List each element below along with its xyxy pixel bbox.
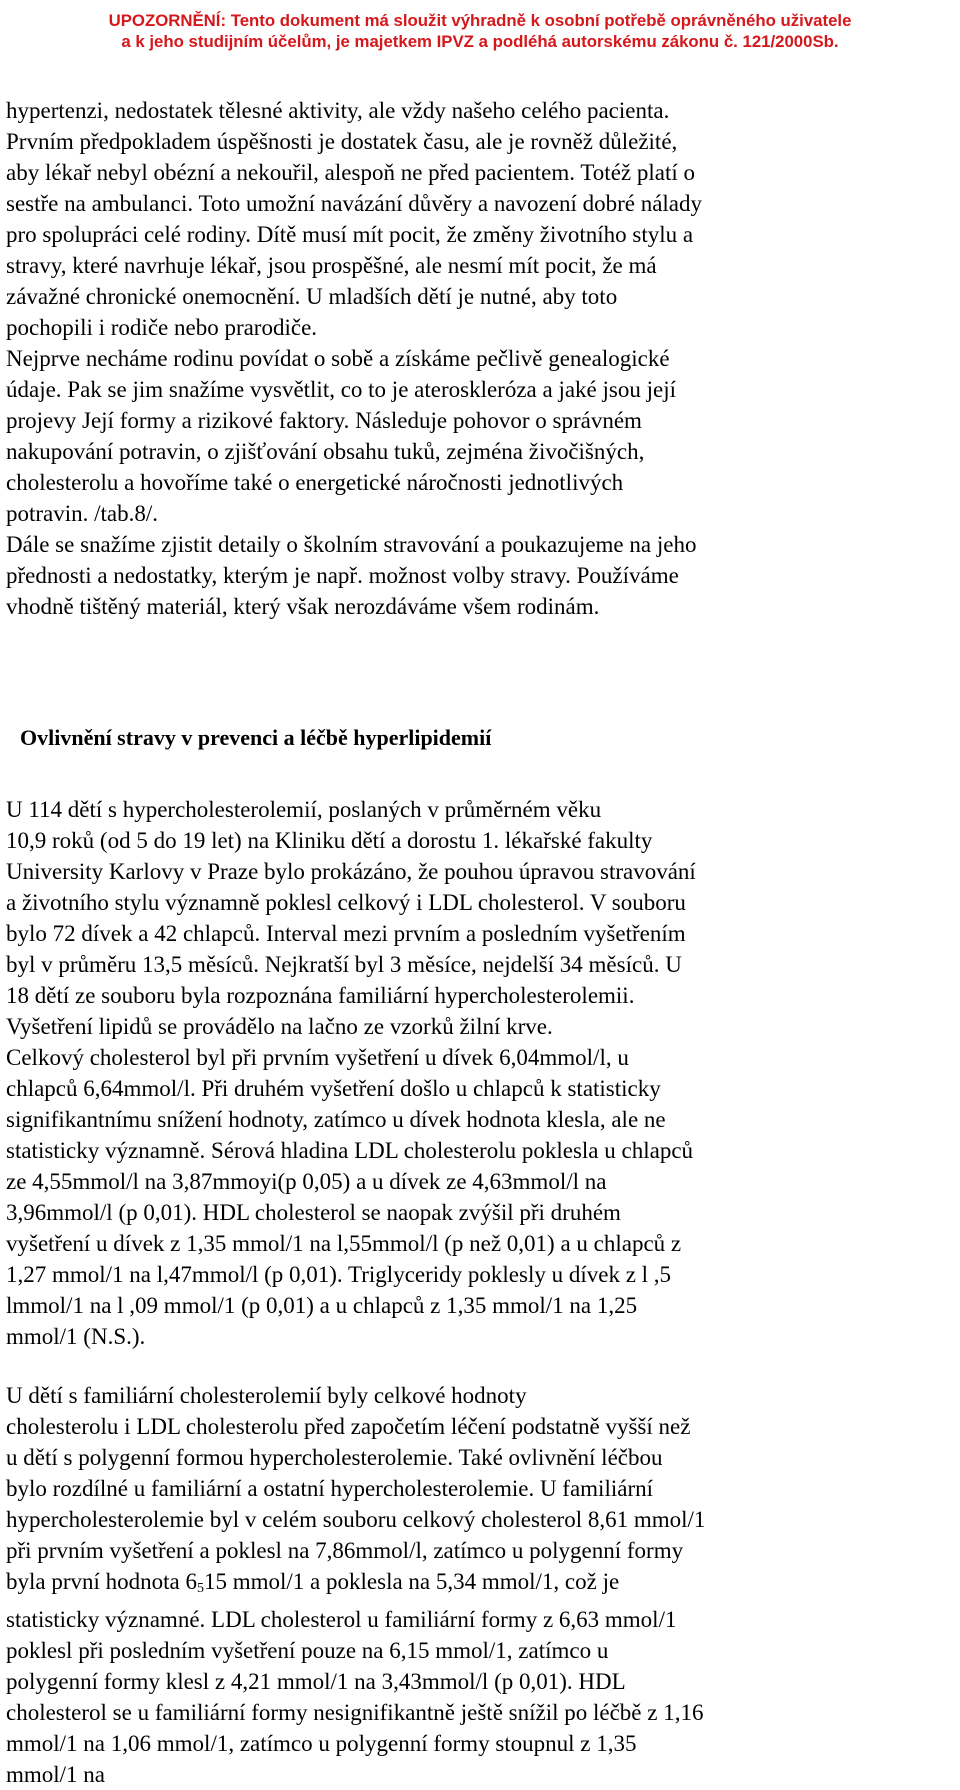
- text-line: [6, 1566, 705, 1604]
- text-line: 3,96mmol/l (p 0,01). HDL cholesterol se naopak zvýšil při druhém: [6, 1200, 621, 1225]
- text-line: potravin. /tab.8/.: [6, 501, 159, 526]
- text-line: závažné chronické onemocnění. U mladších dětí je nutné, aby toto: [6, 284, 618, 309]
- text-line: 10,9 roků (od 5 do 19 let) na Kliniku dětí a dorostu 1. lékařské fakulty: [6, 828, 653, 853]
- text-line: ze 4,55mmol/l na 3,87mmoyi(p 0,05) a u dívek ze 4,63mmol/l na: [6, 1169, 607, 1194]
- text-line: údaje. Pak se jim snažíme vysvětlit, co to je ateroskleróza a jaké jsou její: [6, 377, 676, 402]
- text-line: hypertenzi, nedostatek tělesné aktivity, ale vždy našeho celého pacienta.: [6, 98, 670, 123]
- copyright-warning: [0, 10, 960, 52]
- text-line: statisticky významné. LDL cholesterol u familiární formy z 6,63 mmol/1: [6, 1607, 677, 1632]
- text-line: U dětí s familiární cholesterolemií byly celkové hodnoty: [6, 1383, 527, 1408]
- section-heading: Ovlivnění stravy v prevenci a léčbě hyperlipidemií: [20, 725, 492, 750]
- text-line: byl v průměru 13,5 měsíců. Nejkratší byl 3 měsíce, nejdelší 34 měsíců. U: [6, 952, 682, 977]
- text-line: Dále se snažíme zjistit detaily o školním stravování a poukazujeme na jeho: [6, 532, 697, 557]
- paragraph-block-1: [6, 95, 702, 622]
- text-line: chlapců 6,64mmol/l. Při druhém vyšetření došlo u chlapců k statisticky: [6, 1076, 661, 1101]
- text-line: mmol/1 na 1,06 mmol/1, zatímco u polygenní formy stoupnul z 1,35: [6, 1731, 637, 1756]
- text-line: sestře na ambulanci. Toto umožní navázání důvěry a navození dobré nálady: [6, 191, 703, 216]
- text-line: mmol/1 (N.S.).: [6, 1324, 146, 1349]
- text-line: Celkový cholesterol byl při prvním vyšetření u dívek 6,04mmol/l, u: [6, 1045, 629, 1070]
- text-line: 18 dětí ze souboru byla rozpoznána familiární hypercholesterolemii.: [6, 983, 635, 1008]
- warning-line-1: UPOZORNĚNÍ: Tento dokument má sloužit výhradně k osobní potřebě oprávněného uživatele: [108, 11, 852, 30]
- text-line: lmmol/1 na l ,09 mmol/1 (p 0,01) a u chlapců z 1,35 mmol/1 na 1,25: [6, 1293, 638, 1318]
- text-line: aby lékař nebyl obézní a nekouřil, alespoň ne před pacientem. Totéž platí o: [6, 160, 695, 185]
- text-line: bylo rozdílné u familiární a ostatní hypercholesterolemie. U familiární: [6, 1476, 653, 1501]
- text-line: pro spolupráci celé rodiny. Dítě musí mít pocit, že změny životního stylu a: [6, 222, 694, 247]
- text-line: mmol/1 na: [6, 1762, 106, 1787]
- text-line: Prvním předpokladem úspěšnosti je dostatek času, ale je rovněž důležité,: [6, 129, 678, 154]
- text-line: Vyšetření lipidů se provádělo na lačno ze vzorků žilní krve.: [6, 1014, 553, 1039]
- text-fragment: byla první hodnota 6: [6, 1569, 197, 1594]
- text-line: 1,27 mmol/1 na l,47mmol/l (p 0,01). Triglyceridy poklesly u dívek z l ,5: [6, 1262, 672, 1287]
- text-line: a životního stylu významně poklesl celkový i LDL cholesterol. V souboru: [6, 890, 686, 915]
- text-line: Nejprve necháme rodinu povídat o sobě a získáme pečlivě genealogické: [6, 346, 670, 371]
- text-line: cholesterol se u familiární formy nesignifikantně ještě snížil po léčbě z 1,16: [6, 1700, 704, 1725]
- text-line: cholesterolu i LDL cholesterolu před započetím léčení podstatně vyšší než: [6, 1414, 691, 1439]
- text-line: bylo 72 dívek a 42 chlapců. Interval mezi prvním a posledním vyšetřením: [6, 921, 686, 946]
- text-line: při prvním vyšetření a poklesl na 7,86mmol/l, zatímco u polygenní formy: [6, 1538, 684, 1563]
- text-line: hypercholesterolemie byl v celém souboru celkový cholesterol 8,61 mmol/1: [6, 1507, 706, 1532]
- paragraph-block-2: [6, 794, 696, 1352]
- text-line: University Karlovy v Praze bylo prokázáno, že pouhou úpravou stravování: [6, 859, 696, 884]
- text-line: u dětí s polygenní formou hypercholesterolemie. Také ovlivnění léčbou: [6, 1445, 663, 1470]
- text-line: vhodně tištěný materiál, který však nerozdáváme všem rodinám.: [6, 594, 600, 619]
- text-line: statisticky významně. Sérová hladina LDL cholesterolu poklesla u chlapců: [6, 1138, 694, 1163]
- paragraph-block-3: [6, 1380, 705, 1790]
- text-line: signifikantnímu snížení hodnoty, zatímco u dívek hodnota klesla, ale ne: [6, 1107, 666, 1132]
- text-line: stravy, které navrhuje lékař, jsou prospěšné, ale nesmí mít pocit, že má: [6, 253, 657, 278]
- text-fragment: 15 mmol/1 a poklesla na 5,34 mmol/1, což je: [204, 1569, 620, 1594]
- text-line: pochopili i rodiče nebo prarodiče.: [6, 315, 318, 340]
- text-line: přednosti a nedostatky, kterým je např. možnost volby stravy. Používáme: [6, 563, 679, 588]
- text-line: vyšetření u dívek z 1,35 mmol/1 na l,55mmol/l (p než 0,01) a u chlapců z: [6, 1231, 682, 1256]
- text-line: projevy Její formy a rizikové faktory. Následuje pohovor o správném: [6, 408, 642, 433]
- text-line: nakupování potravin, o zjišťování obsahu tuků, zejména živočišných,: [6, 439, 645, 464]
- text-line: cholesterolu a hovoříme také o energetické náročnosti jednotlivých: [6, 470, 624, 495]
- subscript-digit: 5: [197, 1581, 204, 1596]
- text-line: poklesl při posledním vyšetření pouze na 6,15 mmol/1, zatímco u: [6, 1638, 609, 1663]
- text-line: U 114 dětí s hypercholesterolemií, poslaných v průměrném věku: [6, 797, 602, 822]
- text-line: polygenní formy klesl z 4,21 mmol/1 na 3,43mmol/l (p 0,01). HDL: [6, 1669, 626, 1694]
- warning-line-2: a k jeho studijním účelům, je majetkem IPVZ a podléhá autorskému zákonu č. 121/2000Sb.: [121, 32, 839, 51]
